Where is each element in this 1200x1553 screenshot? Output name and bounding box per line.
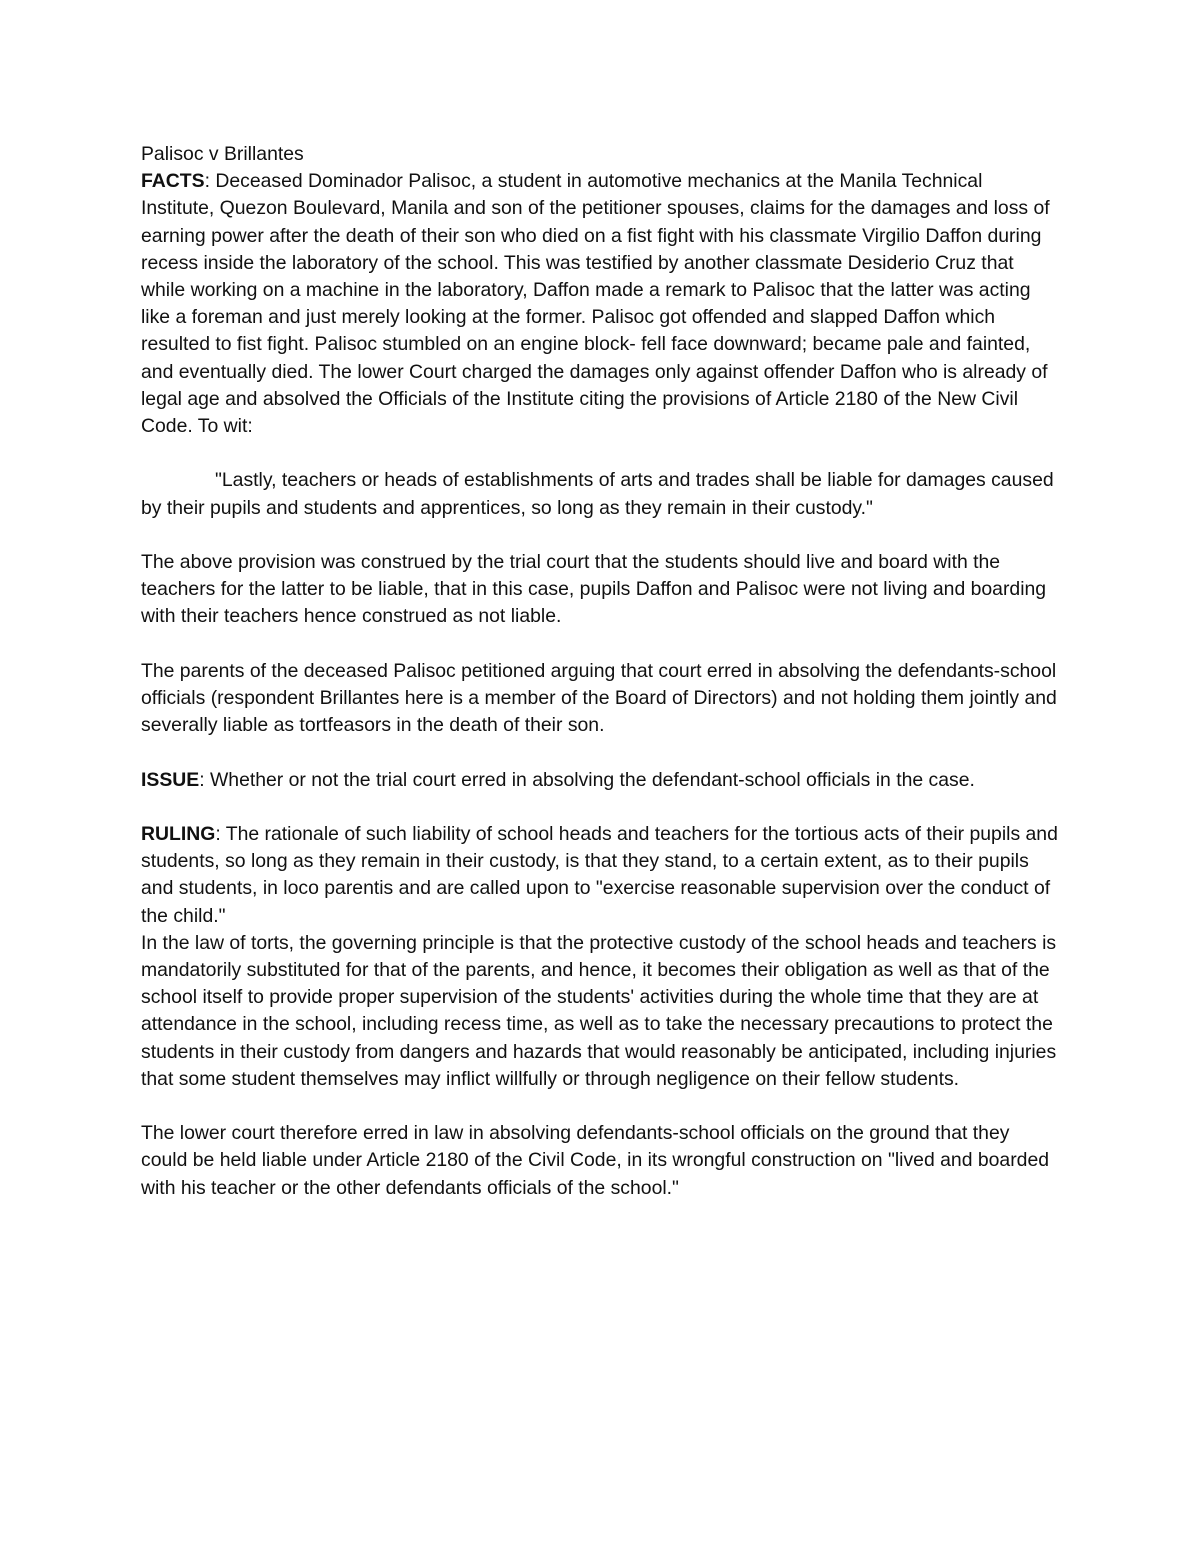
article-quote: "Lastly, teachers or heads of establishments of arts and trades shall be liable for damages caused by their pupils and students and apprentices, so long as they remain in their custody."	[141, 469, 1054, 519]
facts-text: : Deceased Dominador Palisoc, a student in automotive mechanics at the Manila Technical Institute, Quezon Boulevard, Manila and son of the petitioner spouses, claims for the damages and loss of earning power after the death of their son who died on a fist fight with his classmate Virgilio Daffon during recess inside the laboratory of the school. This was testified by another classmate Desiderio Cruz that while working on a machine in the laboratory, Daffon made a remark to Palisoc that the latter was acting like a foreman and just merely looking at the former. Palisoc got offended and slapped Daffon which resulted to fist fight. Palisoc stumbled on an engine block- fell face downward; became pale and fainted, and eventually died. The lower Court charged the damages only against offender Daffon who is already of legal age and absolved the Officials of the Institute citing the provisions of Article 2180 of the New Civil Code. To wit:	[141, 170, 1050, 438]
issue-label: ISSUE	[141, 768, 200, 791]
torts-paragraph: In the law of torts, the governing principle is that the protective custody of the school heads and teachers is mandatorily substituted for that of the parents, and hence, it becomes their obligation as well as that of the school itself to provide proper supervision of the students' activities during the whole time that they are at attendance in the school, including recess time, as well as to take the necessary precautions to protect the students in their custody from dangers and hazards that would reasonably be anticipated, including injuries that some student themselves may inflict willfully or through negligence on their fellow students.	[141, 931, 1057, 1090]
document-title: Palisoc v Brillantes	[141, 143, 304, 165]
parents-paragraph: The parents of the deceased Palisoc petitioned arguing that court erred in absolving the defendants-school officials (respondent Brillantes here is a member of the Board of Directors) and not holding them jointly and severally liable as tortfeasors in the death of their son.	[141, 659, 1057, 737]
issue-paragraph	[141, 767, 1061, 794]
ruling-text: : The rationale of such liability of school heads and teachers for the tortious acts of their pupils and students, so long as they remain in their custody, is that they stand, to a certain extent, as to their pupils and students, in loco parentis and are called upon to "exercise reasonable supervision over the conduct of the child."	[141, 823, 1058, 927]
ruling-paragraph	[141, 821, 1061, 930]
facts-label: FACTS	[141, 170, 205, 193]
issue-text: : Whether or not the trial court erred in absolving the defendant-school officials in the case.	[199, 768, 975, 791]
conclusion-paragraph: The lower court therefore erred in law in absolving defendants-school officials on the ground that they could be held liable under Article 2180 of the Civil Code, in its wrongful construction on "lived and boarded with his teacher or the other defendants officials of the school."	[141, 1122, 1050, 1199]
construed-paragraph: The above provision was construed by the trial court that the students should live and board with the teachers for the latter to be liable, that in this case, pupils Daffon and Palisoc were not living and boarding with their teachers hence construed as not liable.	[141, 551, 1047, 628]
document-page	[141, 141, 1061, 1202]
ruling-label: RULING	[141, 823, 216, 845]
facts-paragraph	[141, 168, 1061, 440]
